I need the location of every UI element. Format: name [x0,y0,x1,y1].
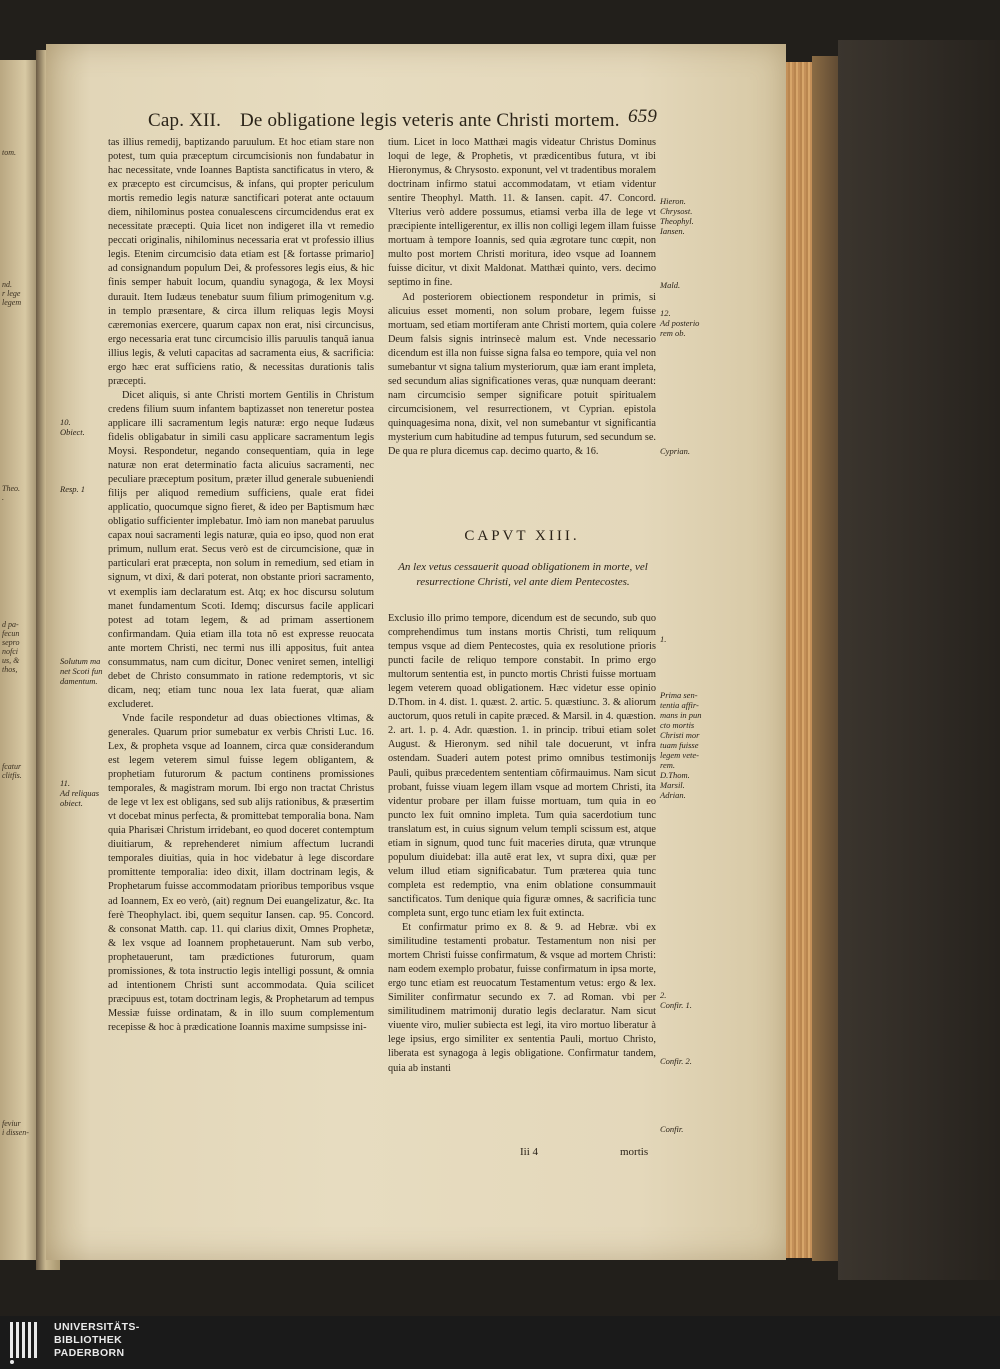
page-number: 659 [628,106,658,127]
facing-page-text: d pa- fecun sepro nofci us, & thos, [2,620,20,674]
chapter-label: Cap. XII. [148,110,222,131]
chapter-summary: An lex vetus cessauerit quoad obligationem in morte, vel resurrectione Christi, vel ante diem Pentecostes. [398,561,648,588]
footer-line-2: BIBLIOTHEK [54,1334,123,1346]
margin-note: 10. Obiect. [60,417,85,437]
paragraph: tas illius remedij, baptizando paruulum. Et hoc etiam stare non potest, tum quia præceptum circumcisionis non fundabatur in hac necessitate, vnde Ioannes Baptista sanctificatus in vtero, & ex præcepto est circumcisus, & infans, qui propter periculum mortis remedio legis naturæ sanctificari poterat ante octauum diem, nihilominus postea conualescens circumcidendus erat ex necessitate præcepti. Quia licet non indigeret illa vt remedio peccati originalis, nihilominus necessaria erat vt professio illius legis. Etenim circumcisio data etiam est [& fortasse primario] ad consignandum populum Dei, & professores legis eius, & hic finis semper habuit locum, quandiu synagoga, & lex Moysi durauit. Item Iudæus tenebatur suum filium primogenitum v.g. in templo præsentare, & circa illum reliquas legis Moysi cæremonias exercere, quarum capax non erat, nisi circuncisus, ergo necessaria erat tunc circumcisio illis paruulis tanquã ianua illius legis, & veluti capacitas ad sacramenta eius, & sacrificia: ergo hæc erat sufficiens ratio, & necessitas durationis talis præcepti. [108,137,374,387]
signature-mark: Iii 4 [520,1146,539,1158]
book-cover-board [838,40,1000,1280]
margin-note: Confir. 2. [660,1056,692,1066]
facing-page-text: Theo. . [2,484,20,502]
margin-note: 12. Ad posterio rem ob. [660,308,700,338]
running-header [148,108,658,136]
margin-note: 11. Ad reliquas obiect. [60,778,100,808]
margin-note: Confir. [660,1124,684,1134]
library-footer [0,1316,1000,1369]
paragraph: Ad posteriorem obiectionem respondetur in primis, si alicuius esset momenti, non solum probare, legem fuisse mortuam, sed etiam mortiferam ante Christi mortem, quia colere Deum falsis signis intrinsecè malum est. Vnde necessario dicendum est illa non fuisse signa falsa eo tempore, quia vel non sumebantur vt signa talium mysteriorum, quæ iam erant impleta, sed secundum alias significationes veras, quæ nunquam deerant: nam circumcisio semper significare potuit spiritualem circumcisionem, vel resurrectionem, vt Cyprian. epistola quinquagesima nona, dixit, vel non sumebantur vt significantia mysterium cum habitudine ad tempus futurum, sed secundum se. De qua re plura dicemus cap. decimo quarto, & 16. [388,291,656,458]
facing-page-text: fcatur clitfis. [2,762,22,780]
catchword: mortis [620,1146,649,1158]
paragraph: tium. Licet in loco Matthæi magis videatur Christus Dominus loqui de lege, & Prophetis, vt prædicentibus futura, vt ibi Hieronymus, & Chrysosto. exponunt, vel vt tradentibus moralem doctrinam infirmo statui accommodatam, vt etiam videntur sentire Theophyl. Matth. 11. & Iansen. capit. 47. Concord. Vlterius verò addere possumus, etiamsi verba illa de lege vt præcipiente intelligerentur, ex illis non colligi legem illam fuisse mortuam à tempore Ioannis, sed quia ægrotare tunc cœpit, non multo post mortem Christi moritura, ideo vsque ad Ioannem fuisse dicitur, vt dixit Maldonat. Matthæi quinto, vers. decimo septimo in fine. [388,137,656,289]
running-title: De obligatione legis veteris ante Christi mortem. [240,110,620,131]
chapter-heading: CAPVT XIII. [464,528,580,544]
margin-note: 1. [660,634,667,644]
paragraph: Dicet aliquis, si ante Christi mortem Gentilis in Christum credens filium suum infantem baptizasset non teneretur postea applicare illi sacramentum legis naturæ: ergo neque Iudæus fidelis obligabatur in simili casu applicare sacramentum legis Moysi. Respondetur, negando consequentiam, quia in lege naturæ non erat determinatio facta alicuius sacramenti, nec peculiare præceptum positum, præter illud generale subueniendi filijs per aliquod remedium sufficiens, quale erat fidei applicatio, quocumque signo fieret, & ideo per Baptismum hæc obligatio sufficienter implebatur. Imò iam non manebat paruulus capax noui sacramenti legis naturæ, quia eo ipso, quod non erat primum, nullum erat. Secus verò est de circumcisione, quæ in particulari erat præcepta, non solum in remedium, sed etiam in signum, vt dixi, & dari poterat, non obstante priori sacramento, vt exemplis iam declaratum est. Atq; ex hoc discursu solutum manet fundamentum Scoti. Idemq; discursus facile applicari potest ad totam legem, & ad primam assertionem confirmandam. Quia etiam illa tota nõ est expresse reuocata ante mortem Christi, nec termi nus illi appositus, fuit antea consummatus, nam cum dicitur, Donec veniret semen, intelligi debet de Christo consummato in ratione redemptoris, vt sic dicam, neq; etiam tunc noua lex lata fuerat, quæ aliam excluderet. [108,389,374,710]
margin-note: 2. Confir. 1. [660,990,692,1010]
paragraph: Vnde facile respondetur ad duas obiectiones vltimas, & generales. Quarum prior sumebatur ex verbis Christi Luc. 16. Lex, & propheta vsque ad Ioannem, circa quæ considerandum est legem veterem simul fuisse legem obligantem, & prophetiam futurorum & pactum continens promissiones temporales, & magistram morum. Ibi ergo non tractat Christus de lege vt lex est obligans, sed sub alijs rationibus, & præsertim vt docebat minus perfecta, & promittebat temporalia bona. Nam quia Pharisæi Christum irridebant, eo quod doceret contemptum diuitiarum, & reprehenderet nimium affectum lucrandi temporales diuitias, quia in hoc videbatur à lege discordare promittente temporalia: ideo dixit, illam doctrinam legis, & Prophetarum fuisse accommodatam prioribus temporibus vsque ad Ioannem, Ex eo verò, (ait) regnum Dei euangelizatur, &c. Ita ferè Theophylact. ibi, quem sequitur Iansen. cap. 95. Concord. & consonat Matth. cap. 11. qui clarius dixit, Omnes Prophetæ, & lex vsque ad Ioannem prophetauerunt. Nam sub verbo, prophetauerunt, tam prædictiones futurorum, quam promissiones, & tota instructio legis intelligi possunt, & omnia ad intentionem Christi sunt accommodata. Quia scilicet præcipuus est, totam doctrinam legis, & Prophetarum ad tempus Messiæ fuisse ordinatam, & in illo suum complementum recepisse & hoc à prædicatione Ioannis maxime sumpsisse ini- [108,712,374,1033]
footer-line-3: PADERBORN [54,1347,125,1359]
facing-page-text: nd. r lege legem [2,280,22,307]
library-logo-icon [10,1322,42,1364]
margin-note: Resp. 1 [60,484,86,494]
margin-note: Hieron. Chrysost. Theophyl. Iansen. [660,196,694,236]
left-text-column [108,136,374,1035]
footer-line-1: UNIVERSITÄTS- [54,1321,140,1333]
right-text-column-bottom [388,612,656,1076]
paragraph: Exclusio illo primo tempore, dicendum est de secundo, sub quo comprehendimus tum instans mortis Christi, tum reliquum tempus vsque ad diem Pentecostes, quia ex resolutione prioris puncti facile de reliquo tempore constabit. In primo ergo multorum sententia est, in puncto mortis Christi fuisse mortuam legem veterem quoad obligationem. Hæc videtur esse opinio D.Thom. in 4. dist. 1. quæst. 2. artic. 5. quæstiunc. 3. & aliorum auctorum, quos retuli in capite præced. & Marsil. in 4. quæstion. 2. art. 1. p. 4. Adr. quæstion. 1. in princip. tribui etiam solet August. & Hieronym. sed nihil tale docuerunt, vt infra ostendam. Suaderi autem potest primo omnibus testimonijs Pauli, quibus præcedentem sententiam cõfirmauimus. Nam sicut probant, fuisse viuam legem illam vsque ad mortem Christi, ita videntur probare per illam fuisse mortuam, tum quia in eo puncto lex fuit omnino impleta. Tum quia sacerdotium tunc translatum est, in cuius signum velum templi scissum est, atque etiam in signum, quod tunc fuit maceries diruta, quæ vtrunque populum diuidebat: illa autẽ erat lex, vt supra dixi, quæ per velum illud etiam significabatur. Tum præterea quia tunc completa est redemptio, vna enim oblatione consummauit sanctificatos. Tum denique quia figuræ omnes, & sacrificia tunc completa sunt, ergo tunc etiam lex fuit extincta. [388,613,656,919]
right-text-column-top [388,136,656,459]
facing-page-text: feviur i dissen- [2,1119,29,1137]
facing-page-text: tom. [2,148,16,157]
margin-note: Mald. [660,280,681,290]
margin-note: Prima sen- tentia affir- mans in pun cto mortis Christi mor tuam fuisse legem vete- rem. D.Thom. Marsil. Adrian. [660,690,702,800]
margin-note: Cyprian. [660,446,690,456]
paragraph: Et confirmatur primo ex 8. & 9. ad Hebræ. vbi ex similitudine testamenti probatur. Testamentum non nisi per mortem Christi fuisse confirmatum, & vsque ad mortem Christi: nam eodem exemplo probatur, fuisse confirmatum in ipsa morte, ergo tunc etiam est reuocatum Testamentum vetus: ergo & lex. Similiter confirmatur secundo ex 7. ad Roman. vbi per similitudinem matrimonij duratio legis declaratur. Nam sicut viuente viro, mulier subiecta est legi, ita viro mortuo liberatur à lege ipsius, ergo similiter ex sententia Pauli, mortuo Christo, liberata est synagoga à legis obligatione. Confirmatur tandem, quia ab instanti [388,922,656,1074]
margin-note: Solutum ma net Scoti fun damentum. [60,656,103,686]
